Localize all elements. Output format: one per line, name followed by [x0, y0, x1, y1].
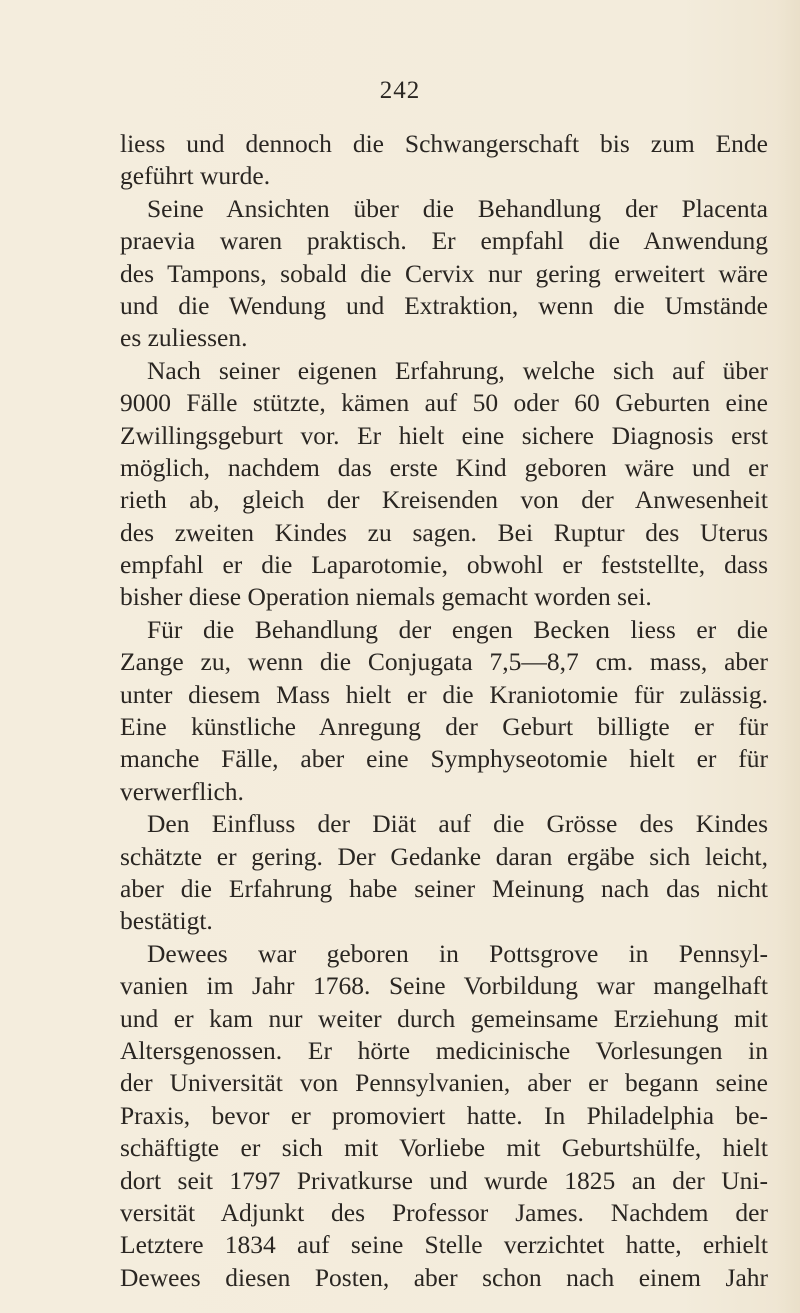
text-line: Für die Behandlung der engen Becken liess er die — [147, 614, 768, 644]
text-line: verwerflich. — [120, 776, 244, 806]
text-line: unter diesem Mass hielt er die Kraniotomie für zulässig. — [120, 679, 768, 709]
text-line: Letztere 1834 auf seine Stelle verzichtet hatte, erhielt — [120, 1230, 768, 1260]
text-line: praevia waren praktisch. Er empfahl die Anwendung — [120, 226, 768, 256]
text-line: möglich, nachdem das erste Kind geboren wäre und er — [120, 452, 768, 482]
text-line: schäftigte er sich mit Vorliebe mit Geburtshülfe, hielt — [120, 1133, 768, 1163]
text-line: aber die Erfahrung habe seiner Meinung nach das nicht — [120, 873, 768, 903]
text-line: Den Einfluss der Diät auf die Grösse des Kindes — [147, 809, 768, 839]
text-line: versität Adjunkt des Professor James. Nachdem der — [120, 1197, 768, 1227]
text-line: Dewees diesen Posten, aber schon nach einem Jahr — [120, 1262, 768, 1292]
text-line: und die Wendung und Extraktion, wenn die Umstände — [120, 290, 768, 320]
text-line: rieth ab, gleich der Kreisenden von der Anwesenheit — [120, 485, 768, 515]
text-line: der Universität von Pennsylvanien, aber er begann seine — [120, 1068, 768, 1098]
text-line: bisher diese Operation niemals gemacht worden sei. — [120, 582, 652, 612]
text-line: es zuliessen. — [120, 323, 248, 353]
text-line: Seine Ansichten über die Behandlung der Placenta — [147, 193, 768, 223]
text-line: bestätigt. — [120, 906, 213, 936]
body-text — [120, 128, 768, 1294]
text-line: Praxis, bevor er promoviert hatte. In Philadelphia be- — [120, 1100, 768, 1130]
text-line: schätzte er gering. Der Gedanke daran ergäbe sich leicht, — [120, 841, 768, 871]
text-line: empfahl er die Laparotomie, obwohl er feststellte, dass — [120, 550, 768, 580]
text-line: vanien im Jahr 1768. Seine Vorbildung war mangelhaft — [120, 971, 768, 1001]
text-line: Dewees war geboren in Pottsgrove in Pennsyl- — [147, 938, 768, 968]
page-number: 242 — [379, 77, 421, 104]
text-line: Zange zu, wenn die Conjugata 7,5—8,7 cm. mass, aber — [120, 647, 768, 677]
text-line: Altersgenossen. Er hörte medicinische Vorlesungen in — [120, 1035, 768, 1065]
text-line: des zweiten Kindes zu sagen. Bei Ruptur des Uterus — [120, 517, 768, 547]
text-line: des Tampons, sobald die Cervix nur gering erweitert wäre — [120, 258, 768, 288]
text-line: Nach seiner eigenen Erfahrung, welche sich auf über — [147, 355, 768, 385]
text-line: liess und dennoch die Schwangerschaft bis zum Ende — [120, 129, 768, 158]
text-line: und er kam nur weiter durch gemeinsame Erziehung mit — [120, 1003, 768, 1033]
text-line: dort seit 1797 Privatkurse und wurde 1825 an der Uni- — [120, 1165, 768, 1195]
text-line: Eine künstliche Anregung der Geburt billigte er für — [120, 712, 768, 742]
text-line: Zwillingsgeburt vor. Er hielt eine sichere Diagnosis erst — [120, 420, 768, 450]
text-line: manche Fälle, aber eine Symphyseotomie hielt er für — [120, 744, 768, 774]
text-line: 9000 Fälle stützte, kämen auf 50 oder 60 Geburten eine — [120, 388, 768, 418]
text-line: geführt wurde. — [120, 161, 271, 191]
